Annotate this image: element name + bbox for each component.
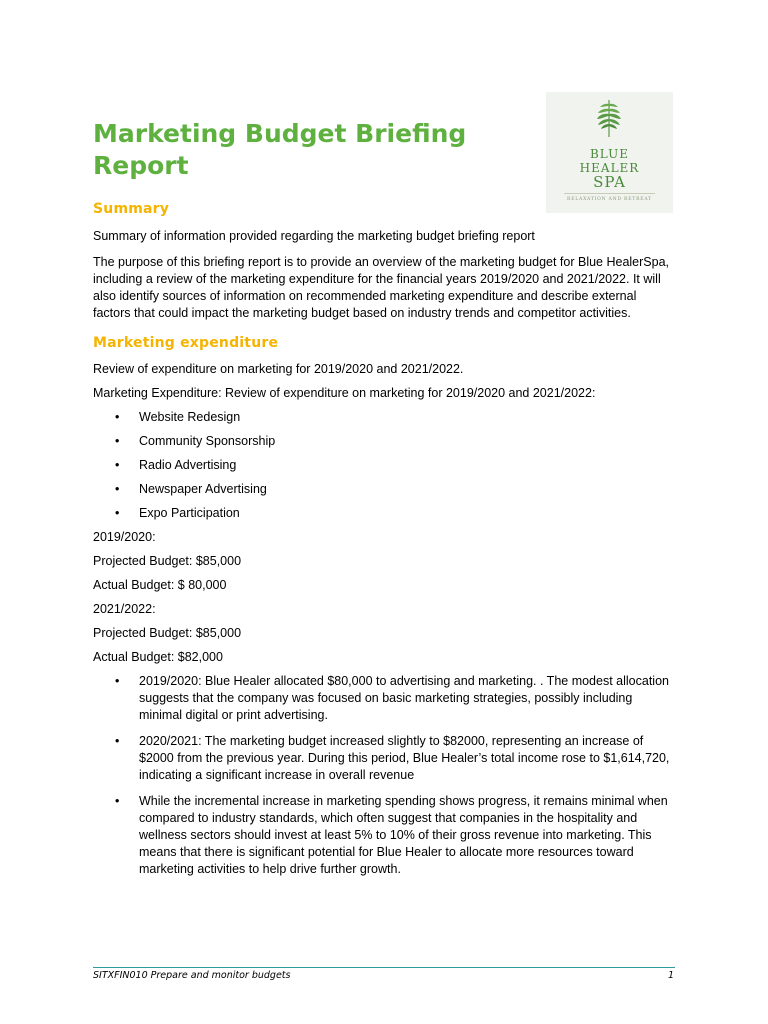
list-item-text: While the incremental increase in marketing spending shows progress, it remains minimal when compared to industry standards, which often suggest that companies in the hospitality and wellness sectors should invest at least 5% to 10% of their gross revenue into marketing. This means that there is significant potential for Blue Healer to allocate more resources toward marketing activities to help drive further growth.: [139, 794, 668, 876]
logo-divider: [564, 193, 655, 194]
list-item-text: Website Redesign: [139, 410, 241, 424]
logo-text-healer: HEALER: [579, 161, 640, 175]
list-item-text: 2019/2020: Blue Healer allocated $80,000 to advertising and marketing. . The modest allocation suggests that the company was focused on basic marketing strategies, possibly including minimal digital or print advertising.: [139, 674, 669, 722]
marketing-expenditure-heading: Marketing expenditure: [93, 335, 279, 351]
list-item: [93, 505, 673, 522]
expenditure-intro: Review of expenditure on marketing for 2019/2020 and 2021/2022.: [93, 362, 464, 376]
summary-body: The purpose of this briefing report is to provide an overview of the marketing budget for Blue HealerSpa, including a review of the marketing expenditure for the financial years 2019/2020 and 2021/2022. It will also identify sources of information on recommended marketing expenditure and describe external factors that could impact the marketing budget based on industry trends and competitor activities.: [93, 255, 670, 320]
budget-line: Actual Budget: $82,000: [93, 650, 223, 664]
budget-figures: [93, 529, 673, 666]
list-item: [93, 457, 673, 474]
list-item: [93, 409, 673, 426]
list-item-text: Newspaper Advertising: [139, 482, 267, 496]
expenditure-analysis-list: [93, 673, 673, 878]
footer-divider: [93, 967, 675, 968]
list-item-text: 2020/2021: The marketing budget increased slightly to $82000, representing an increase of $2000 from the previous year. During this period, Blue Healer’s total income rose to $1,614,720, indicating a significant increase in overall revenue: [139, 734, 670, 782]
budget-line: Projected Budget: $85,000: [93, 626, 242, 640]
budget-line: Projected Budget: $85,000: [93, 554, 242, 568]
bullet-icon: •: [115, 458, 120, 472]
page-number: 1: [667, 970, 674, 981]
logo-text-spa: SPA: [593, 173, 626, 191]
bullet-icon: •: [115, 794, 120, 808]
palm-leaf-icon: [594, 98, 624, 138]
list-item-text: Expo Participation: [139, 506, 240, 520]
bullet-icon: •: [115, 506, 120, 520]
list-item: [93, 481, 673, 498]
bullet-icon: •: [115, 482, 120, 496]
list-item-text: Radio Advertising: [139, 458, 237, 472]
list-item: [93, 433, 673, 450]
list-item: [93, 673, 673, 724]
list-item: [93, 793, 673, 878]
document-body: [93, 199, 673, 878]
logo-text-blue: BLUE: [589, 147, 629, 161]
list-item-text: Community Sponsorship: [139, 434, 276, 448]
footer-course-title: SITXFIN010 Prepare and monitor budgets: [93, 970, 291, 981]
document-title: Marketing Budget Briefing Report: [93, 119, 467, 180]
blue-healer-spa-logo: [546, 92, 673, 213]
bullet-icon: •: [115, 734, 120, 748]
expenditure-detail: Marketing Expenditure: Review of expenditure on marketing for 2019/2020 and 2021/2022:: [93, 386, 596, 400]
bullet-icon: •: [115, 410, 120, 424]
budget-line: Actual Budget: $ 80,000: [93, 578, 227, 592]
summary-intro: Summary of information provided regarding the marketing budget briefing report: [93, 229, 535, 243]
summary-heading: Summary: [93, 201, 170, 217]
expenditure-item-list: [93, 409, 673, 522]
budget-line: 2021/2022:: [93, 602, 156, 616]
budget-line: 2019/2020:: [93, 530, 156, 544]
bullet-icon: •: [115, 674, 120, 688]
bullet-icon: •: [115, 434, 120, 448]
logo-tagline: RELAXATION AND RETREAT: [567, 197, 652, 202]
list-item: [93, 733, 673, 784]
